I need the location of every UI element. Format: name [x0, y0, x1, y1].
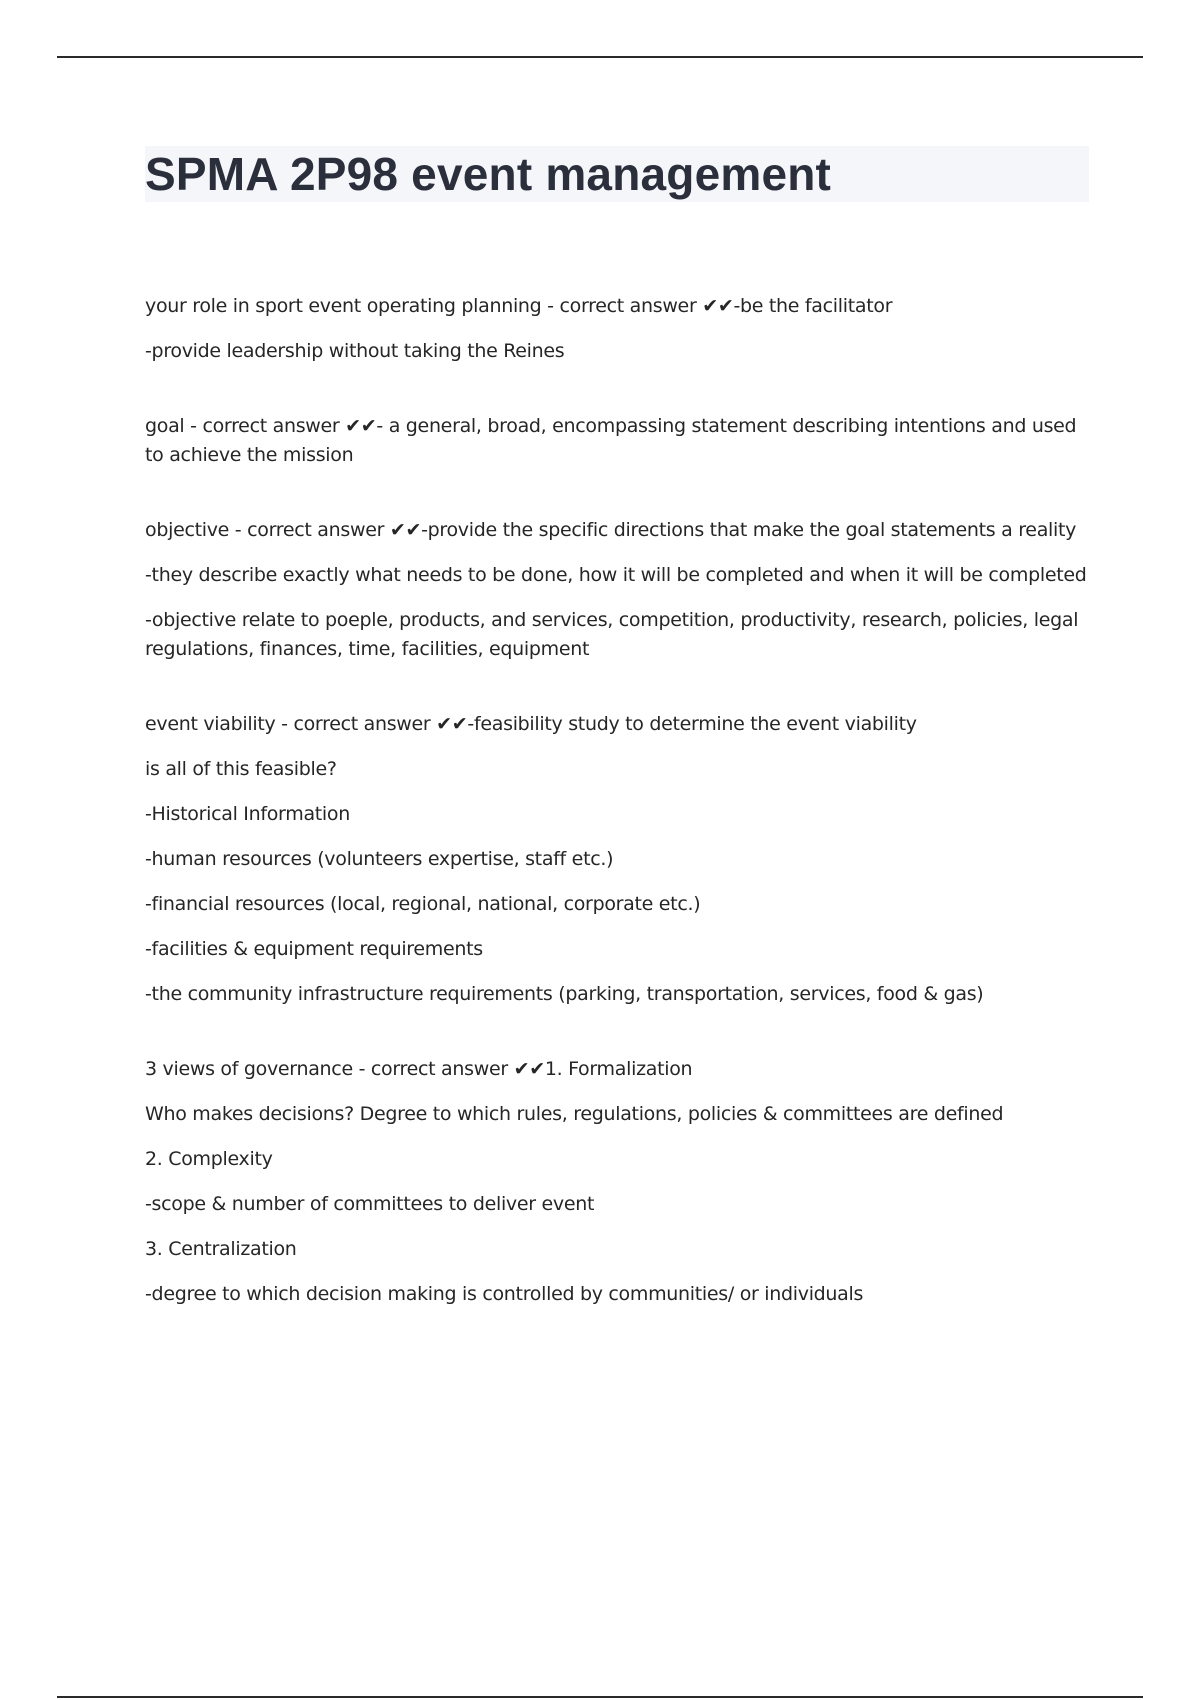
entry-line: -provide leadership without taking the Reines: [145, 340, 565, 362]
entry-line: -Historical Information: [145, 803, 350, 825]
qa-entry-event-viability: [145, 710, 1089, 1009]
entry-line: 2. Complexity: [145, 1148, 273, 1170]
qa-entry-role: [145, 292, 1089, 366]
entry-line: -objective relate to poeple, products, and services, competition, productivity, research, policies, legal regulations, finances, time, facilities, equipment: [145, 609, 1079, 660]
bottom-divider: [57, 1696, 1143, 1698]
entry-line: goal - correct answer ✔✔- a general, broad, encompassing statement describing intentions and used to achieve the mission: [145, 415, 1077, 466]
entry-line: objective - correct answer ✔✔-provide the specific directions that make the goal statements a reality: [145, 519, 1077, 541]
entry-line: event viability - correct answer ✔✔-feasibility study to determine the event viability: [145, 713, 917, 735]
entry-line: your role in sport event operating planning - correct answer ✔✔-be the facilitator: [145, 295, 893, 317]
entry-line: 3 views of governance - correct answer ✔✔1. Formalization: [145, 1058, 693, 1080]
entry-line: -financial resources (local, regional, national, corporate etc.): [145, 893, 701, 915]
entry-line: -the community infrastructure requirements (parking, transportation, services, food & gas): [145, 983, 984, 1005]
entry-line: -degree to which decision making is controlled by communities/ or individuals: [145, 1283, 864, 1305]
entry-line: 3. Centralization: [145, 1238, 297, 1260]
entry-line: is all of this feasible?: [145, 758, 337, 780]
document-title: SPMA 2P98 event management: [145, 148, 832, 200]
top-divider: [57, 56, 1143, 58]
qa-entry-governance: [145, 1055, 1089, 1309]
entry-line: -facilities & equipment requirements: [145, 938, 483, 960]
qa-entry-goal: [145, 412, 1089, 470]
document-body: [145, 292, 1089, 1355]
qa-entry-objective: [145, 516, 1089, 664]
entry-line: -scope & number of committees to deliver event: [145, 1193, 595, 1215]
entry-line: -human resources (volunteers expertise, staff etc.): [145, 848, 614, 870]
entry-line: Who makes decisions? Degree to which rules, regulations, policies & committees are defined: [145, 1103, 1004, 1125]
entry-line: -they describe exactly what needs to be done, how it will be completed and when it will be completed: [145, 564, 1087, 586]
